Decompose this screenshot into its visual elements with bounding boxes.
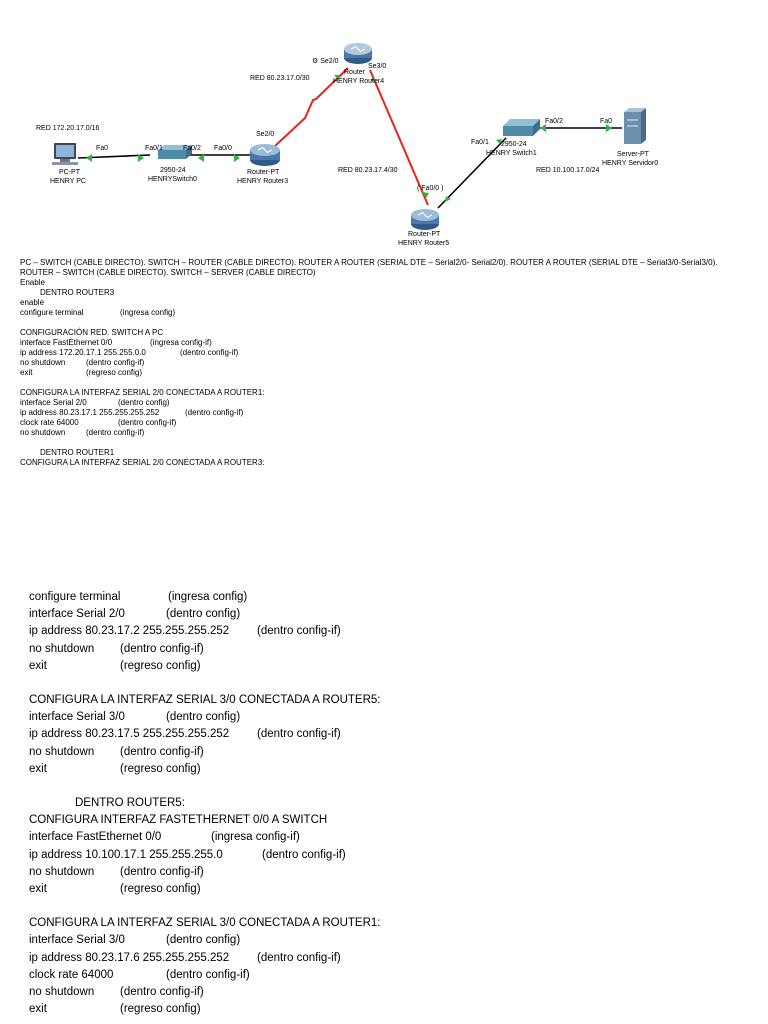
label-pc-type: PC-PT — [59, 169, 80, 176]
router3-icon[interactable] — [250, 144, 280, 166]
label-sw1-type: 2950-24 — [501, 141, 527, 148]
label-pc-name: HENRY PC — [50, 178, 86, 185]
section-heading: DENTRO ROUTER3 — [40, 288, 115, 297]
command-line: interface Serial 2/0 (dentro config) — [20, 398, 170, 407]
network-topology-diagram — [0, 0, 768, 255]
label-srv-type: Server-PT — [617, 151, 649, 158]
label-sw0-fa01: Fa0/1 — [145, 145, 163, 152]
command-line: enable — [20, 298, 45, 307]
command-line: ip address 80.23.17.1 255.255.255.252 (dentro config-if) — [20, 408, 244, 417]
label-sw0-type: 2950-24 — [160, 167, 186, 174]
label-srv-name: HENRY Servidor0 — [602, 160, 659, 167]
label-r3-se20: Se2/0 — [256, 131, 275, 138]
command-line: configure terminal (ingresa config) — [29, 591, 248, 603]
command-line: clock rate 64000 (dentro config-if) — [20, 418, 177, 427]
label-sw1-fa01: Fa0/1 — [471, 139, 489, 146]
command-line: exit (regreso config) — [29, 659, 201, 672]
router5-icon[interactable] — [411, 209, 439, 230]
label-r5-name: HENRY Router5 — [398, 240, 450, 247]
command-line: exit (regreso config) — [29, 1003, 201, 1016]
label-sw1-fa02: Fa0/2 — [545, 118, 563, 125]
section-heading: CONFIGURA LA INTERFAZ SERIAL 2/0 CONECTADA A ROUTER1: — [20, 388, 265, 397]
command-line: interface FastEthernet 0/0 (ingresa config-if) — [29, 831, 300, 844]
section-heading: CONFIGURA LA INTERFAZ SERIAL 2/0 CONECTADA A ROUTER3: — [20, 458, 265, 467]
pc-icon[interactable] — [52, 143, 78, 165]
cabling-summary: PC – SWITCH (CABLE DIRECTO). SWITCH – ROUTER (CABLE DIRECTO). ROUTER A ROUTER (SERIAL DTE – Serial2/0- Serial2/0). ROUTER A ROUTER (SERIAL DTE – Serial3/0-Serial3/0). ROUTER – SWITCH (CABLE DIRECTO). SWITCH – SERVER (CABLE DIRECTO) — [20, 258, 718, 277]
section-heading: CONFIGURA INTERFAZ FASTETHERNET 0/0 A SWITCH — [29, 814, 328, 827]
switch1-icon[interactable] — [503, 119, 540, 136]
command-line: ip address 172.20.17.1 255.255.0.0 (dentro config-if) — [20, 348, 239, 357]
label-r3-fa00: Fa0/0 — [214, 145, 232, 152]
router4-icon[interactable] — [344, 43, 372, 64]
command-line: ip address 80.23.17.6 255.255.255.252 (dentro config-if) — [29, 951, 341, 964]
command-line: exit (regreso config) — [20, 368, 143, 377]
label-r4-se30: Se3/0 — [368, 63, 387, 70]
command-line: interface Serial 3/0 (dentro config) — [29, 711, 241, 724]
label-pc-fa0: Fa0 — [96, 145, 109, 152]
section-heading: CONFIGURA LA INTERFAZ SERIAL 3/0 CONECTADA A ROUTER5: — [29, 694, 381, 707]
command-line: clock rate 64000 (dentro config-if) — [29, 968, 250, 981]
label-sw0-fa02: Fa0/2 — [183, 145, 201, 152]
command-line: no shutdown (dentro config-if) — [20, 428, 145, 437]
label-r4-type: Router — [344, 69, 366, 76]
label-red-pc: RED 172.20.17.0/16 — [36, 125, 100, 132]
gear-icon: ⚙ — [312, 58, 321, 65]
command-line: exit (regreso config) — [29, 762, 201, 775]
command-line: ip address 10.100.17.1 255.255.255.0 (dentro config-if) — [29, 848, 346, 861]
label-red-r4r5: RED 80.23.17.4/30 — [338, 167, 398, 174]
label-r4-name: HENRY Router4 — [333, 78, 385, 85]
label-sw1-name: HENRY Switch1 — [486, 150, 537, 157]
section-heading: CONFIGURACIÓN RED. SWITCH A PC — [20, 328, 164, 337]
command-line: ip address 80.23.17.5 255.255.255.252 (dentro config-if) — [29, 728, 341, 741]
label-sw0-name: HENRYSwitch0 — [148, 176, 197, 183]
command-line: no shutdown (dentro config-if) — [29, 745, 204, 758]
command-line: no shutdown (dentro config-if) — [29, 865, 204, 878]
command-line: ip address 80.23.17.2 255.255.255.252 (dentro config-if) — [29, 625, 341, 638]
label-red-r3r4: RED 80.23.17.0/30 — [250, 75, 310, 82]
command-line: interface Serial 2/0 (dentro config) — [29, 608, 241, 621]
label-r3-name: HENRY Router3 — [237, 178, 289, 185]
section-heading: DENTRO ROUTER5: — [75, 797, 185, 810]
command-line: exit (regreso config) — [29, 883, 201, 896]
label-r5-type: Router-PT — [408, 231, 441, 238]
section-heading: CONFIGURA LA INTERFAZ SERIAL 3/0 CONECTADA A ROUTER1: — [29, 917, 381, 930]
enable-line: Enable — [20, 278, 45, 287]
config-notes-large — [29, 589, 749, 1018]
section-heading: DENTRO ROUTER1 — [40, 448, 115, 457]
config-notes-small — [20, 258, 750, 468]
command-line: interface Serial 3/0 (dentro config) — [29, 934, 241, 947]
label-r5-fa00: ( Fa0/0 ) — [417, 185, 444, 192]
label-r4-se20: ⚙ Se2/0 — [312, 58, 339, 65]
command-line: configure terminal (ingresa config) — [20, 308, 176, 317]
server-icon[interactable] — [624, 108, 646, 144]
command-line: no shutdown (dentro config-if) — [29, 642, 204, 655]
label-srv-fa0: Fa0 — [600, 118, 613, 125]
command-line: interface FastEthernet 0/0 (ingresa config-if) — [20, 338, 212, 347]
label-red-srv: RED 10.100.17.0/24 — [536, 167, 600, 174]
label-r3-type: Router-PT — [247, 169, 280, 176]
command-line: no shutdown (dentro config-if) — [20, 358, 145, 367]
command-line: no shutdown (dentro config-if) — [29, 986, 204, 999]
